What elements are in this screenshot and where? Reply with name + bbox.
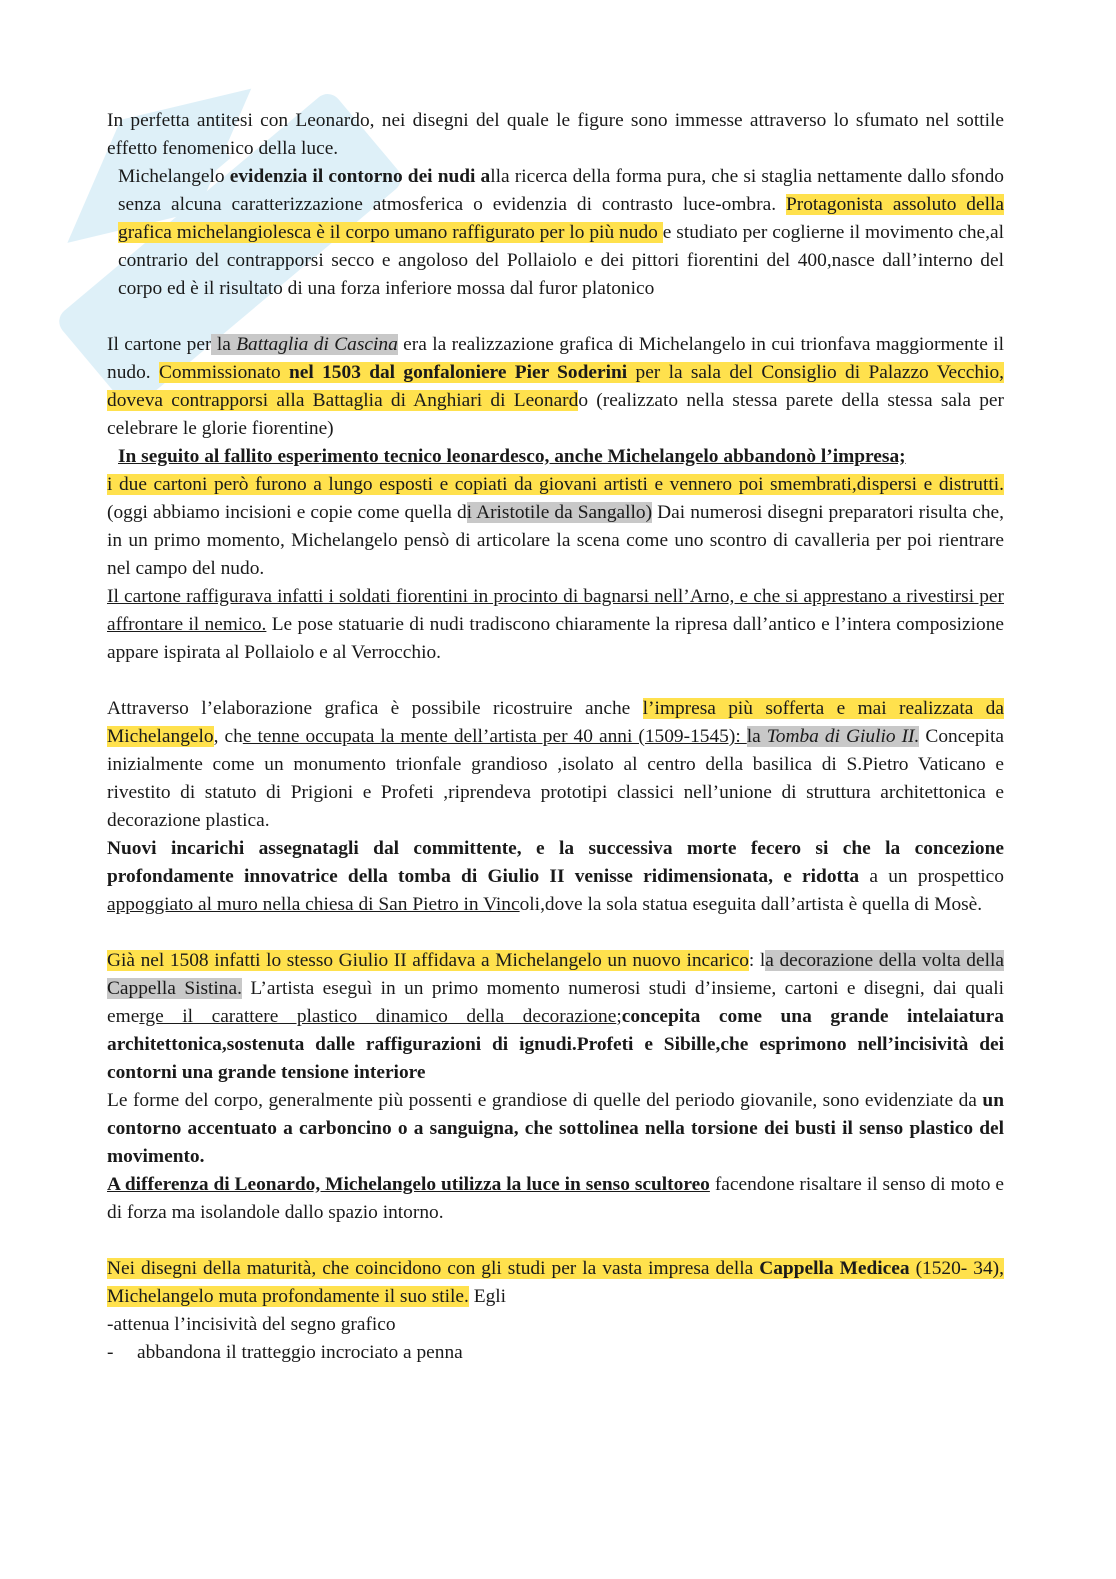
- document-page: [107, 107, 1004, 1367]
- paragraph-intro: In perfetta antitesi con Leonardo, nei disegni del quale le figure sono immesse attraverso lo sfumato nel sottile effetto fenomenico della luce.: [107, 110, 1004, 159]
- paragraph-tomb: Attraverso l’elaborazione grafica è possibile ricostruire anche l’impresa più sofferta e mai realizzata da Michelangelo, che tenne occupata la mente dell’artista per 40 anni (1509-1545): la Tomba di Giulio II. Concepita inizialmente come un monumento trionfale grandioso ,isolato al centro della basilica di S.Pietro Vaticano e rivestito di statuto di Prigioni e Profeti ,riprendeva prototipi classici nell’unione di struttura architettonica e decorazione plastica.: [107, 698, 1005, 831]
- paragraph-maturity: Nei disegni della maturità, che coincidono con gli studi per la vasta impresa della Cappella Medicea (1520- 34), Michelangelo muta profondamente il suo stile. Egli: [107, 1258, 1004, 1307]
- paragraph-light: A differenza di Leonardo, Michelangelo utilizza la luce in senso scultoreo facendone risaltare il senso di moto e di forza ma isolandole dallo spazio intorno.: [107, 1174, 1004, 1223]
- paragraph-soldiers: Il cartone raffigurava infatti i soldati fiorentini in procinto di bagnarsi nell’Arno, e che si apprestano a rivestirsi per affrontare il nemico. Le pose statuarie di nudi tradiscono chiaramente la ripresa dall’antico e l’intera composizione appare ispirata al Pollaiolo e al Verrocchio.: [107, 586, 1005, 663]
- paragraph-forms: Le forme del corpo, generalmente più possenti e grandiose di quelle del periodo giovanile, sono evidenziate da un contorno accentuato a carboncino o a sanguigna, che sottolinea nella torsione dei busti il senso plastico del movimento.: [107, 1090, 1004, 1167]
- list-item: -attenua l’incisività del segno grafico: [107, 1314, 396, 1335]
- paragraph-new-tasks: Nuovi incarichi assegnatagli dal committente, e la successiva morte fecero si che la concezione profondamente innovatrice della tomba di Giulio II venisse ridimensionata, e ridotta a un prospettico appoggiato al muro nella chiesa di San Pietro in Vincoli,dove la sola statua eseguita dall’artista è quella di Mosè.: [107, 838, 1004, 915]
- paragraph-sistina: Già nel 1508 infatti lo stesso Giulio II affidava a Michelangelo un nuovo incarico: la decorazione della volta della Cappella Sistina. L’artista eseguì in un primo momento numerosi studi d’insieme, cartoni e disegni, dai quali emerge il carattere plastico dinamico della decorazione;concepita come una grande intelaiatura architettonica,sostenuta dalle raffigurazioni di ignudi.Profeti e Sibille,che esprimono nell’incisività dei contorni una grande tensione interiore: [107, 950, 1004, 1083]
- list-item: - abbandona il tratteggio incrociato a penna: [107, 1342, 463, 1363]
- paragraph-cascina: Il cartone per la Battaglia di Cascina era la realizzazione grafica di Michelangelo in cui trionfava maggiormente il nudo. Commissionato nel 1503 dal gonfaloniere Pier Soderini per la sala del Consiglio di Palazzo Vecchio, doveva contrapporsi alla Battaglia di Anghiari di Leonardo (realizzato nella stessa parete della stessa sala per celebrare le glorie fiorentine): [107, 334, 1005, 439]
- paragraph-abandon: In seguito al fallito esperimento tecnico leonardesco, anche Michelangelo abbandonò l’impresa;: [118, 446, 906, 467]
- paragraph-cartoons: i due cartoni però furono a lungo esposti e copiati da giovani artisti e vennero poi smembrati,dispersi e distrutti. (oggi abbiamo incisioni e copie come quella di Aristotile da Sangallo) Dai numerosi disegni preparatori risulta che, in un primo momento, Michelangelo pensò di articolare la scena come uno scontro di cavalleria per poi rientrare nel campo del nudo.: [107, 474, 1004, 579]
- paragraph-contour: Michelangelo evidenzia il contorno dei nudi alla ricerca della forma pura, che si staglia nettamente dallo sfondo senza alcuna caratterizzazione atmosferica o evidenzia di contrasto luce-ombra. Protagonista assoluto della grafica michelangiolesca è il corpo umano raffigurato per lo più nudo e studiato per coglierne il movimento che,al contrario del contrapporsi secco e angoloso del Pollaiolo e dei pittori fiorentini del 400,nasce dall’interno del corpo ed è il risultato di una forza inferiore mossa dal furor platonico: [118, 166, 1005, 299]
